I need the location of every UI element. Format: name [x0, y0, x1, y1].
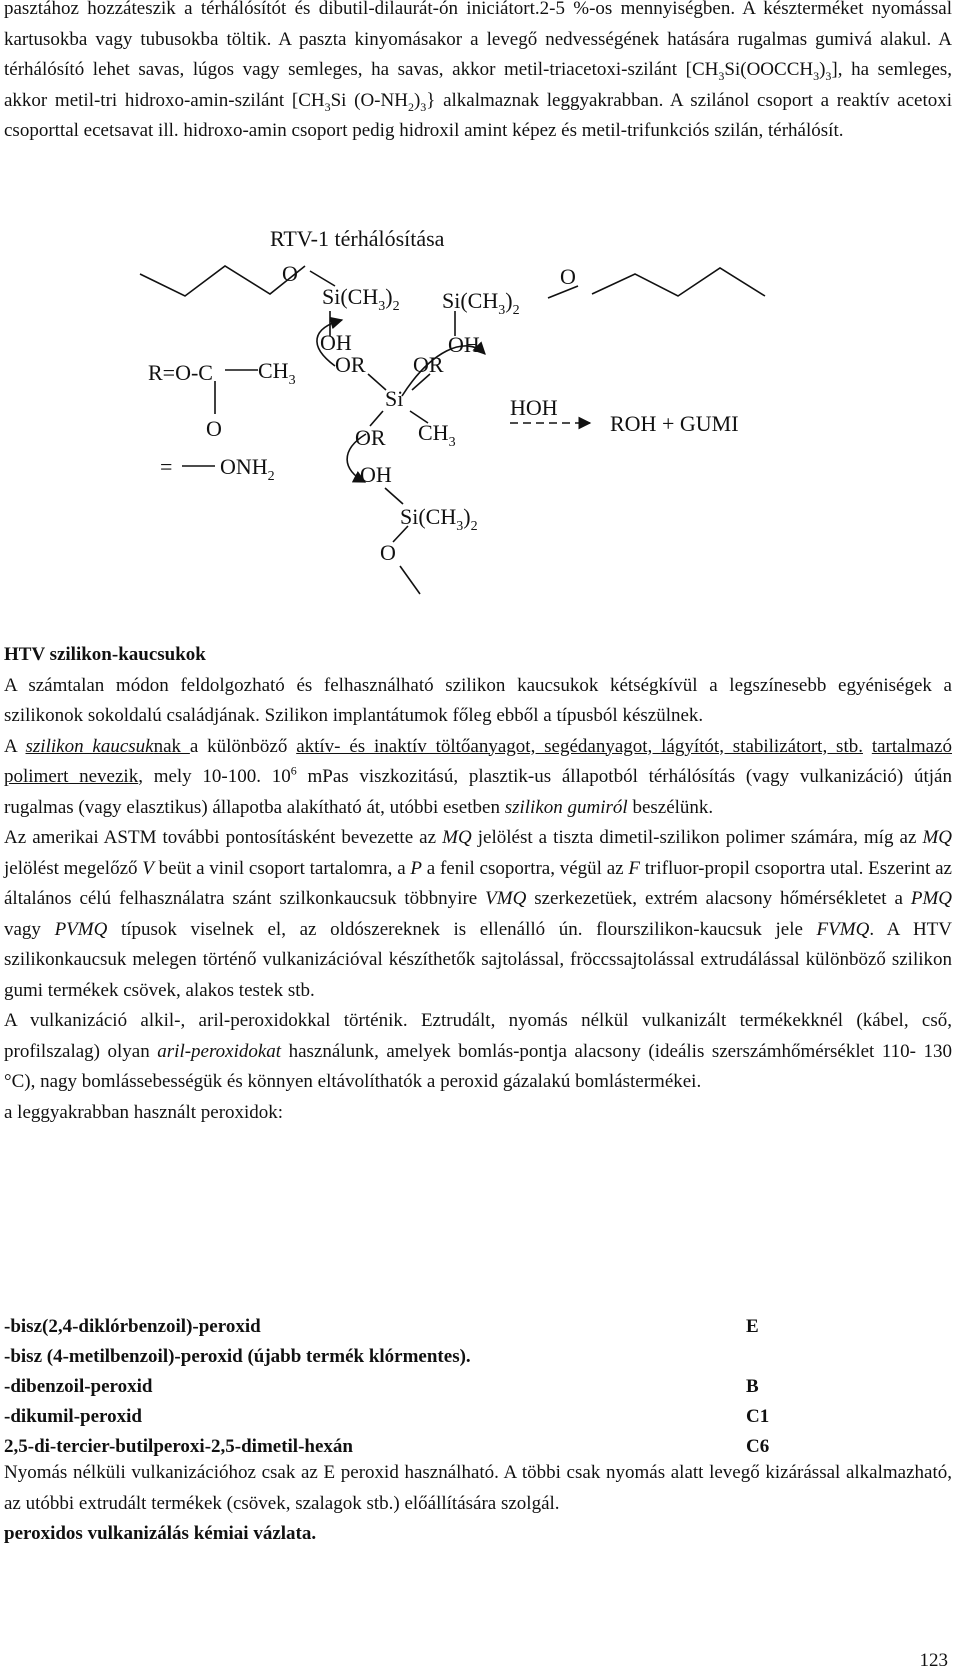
htv-paragraph-2: A szilikon kaucsuknak a különböző aktív- és inaktív töltőanyagot, segédanyagot, lágyítót, stabilizátort, stb. tartalmazó polimert nevezik, mely 10-100. $10^6$ mPas viszkozitású, plasztik-us állapotból térhálósítás (vagy vulkanizáció) útján rugalmas (vagy elasztikus) állapotba alakítható át, utóbbi esetben szilikon gumiról beszélünk.	[4, 735, 952, 818]
peroxide-name: -bisz (4-metilbenzoil)-peroxid (újabb termék klórmentes).	[4, 1346, 471, 1367]
water-label: HOH	[510, 395, 558, 420]
closing-paragraph: Nyomás nélküli vulkanizációhoz csak az E peroxid használható. A többi csak nyomás alatt levegő kizárással alkalmazható, az utóbbi extrudált termékek (csövek, szalagok stb.) előállítására szolgál.	[4, 1462, 952, 1514]
alkoxy-left: OR	[335, 352, 366, 377]
page-number: 123	[919, 1650, 948, 1671]
reagent-ch3: $CH_3$	[258, 358, 296, 388]
intro-text-3: , ha semleges, akkor metil-tri hidroxo-amin-szilánt	[4, 59, 953, 111]
si-ch3-2-top-right: $Si(CH_3)_2$	[442, 288, 520, 318]
formula-hydroxoamin: [$CH_3Si$ $(O-NH_2)_3$}	[291, 89, 436, 114]
htv-paragraph-3: Az amerikai ASTM további pontosításként bevezette az MQ jelölést a tiszta dimetil-szilikon polimer számára, míg az MQ jelölést megelőző V beüt a vinil csoport tartalomra, a P a fenil csoportra, végül az F trifluor-propil csoportra utal. Eszerint az általános célú felhasználatra szánt szilkonkaucsuk többnyire VMQ szerkezetüek, extrém alacsony hőmérsékletet a PMQ vagy PVMQ típusok viselnek el, az oldószereknek is ellenálló ún. flourszilikon-kaucsuk jele FVMQ. A HTV szilikonkaucsuk melegen történő vulkanizációval készíthetők sajtolással, fröccssajtolással extrudálással különböző szilikon gumi termékek csövek, alakos testek stb.	[4, 827, 952, 1001]
si-ch3-2-top-left: $Si(CH_3)_2$	[322, 284, 400, 314]
peroxide-code: C6	[746, 1436, 770, 1457]
intro-text-1: pasztához hozzáteszik a térhálósítót és dibutil-dilaurát-ón iniciátort.2-5 %-os mennyiségben. A készterméket nyomással kartusokba vagy tubusokba töltik. A paszta kinyomásakor a levegő nedvességének hatására rugalmas gumivá alakul.	[4, 0, 952, 50]
oxygen-bottom: O	[380, 540, 396, 565]
peroxide-name: -dibenzoil-peroxid	[4, 1376, 153, 1397]
peroxide-name: -dikumil-peroxid	[4, 1406, 142, 1427]
peroxide-row	[4, 1346, 952, 1376]
htv-heading: HTV szilikon-kaucsukok	[4, 644, 206, 665]
htv-paragraph-1: A számtalan módon feldolgozható és felhasználható szilikon kaucsukok kétségkívül a legszínesebb egyéniségek a szilikonok sokoldalú családjának. Szilikon implantátumok főleg ebből a típusból készülnek.	[4, 674, 952, 726]
htv-paragraph-4: A vulkanizáció alkil-, aril-peroxidokkal történik. Eztrudált, nyomás nélkül vulkanizált termékekknél (kábel, cső, profilszalag) olyan aril-peroxidokat használunk, amelyek bomlás-pontja alacsony (ideális szerszámhőmérséklet 110- 130 °C), nagy bomlássebességük és könnyen eltávolíthatók a peroxid gázalakú bomlástermékei.	[4, 1010, 952, 1092]
htv-paragraph-5: a leggyakrabban használt peroxidok:	[4, 1101, 284, 1123]
methyl-center: $CH_3$	[418, 420, 456, 450]
alkoxy-bottom: OR	[355, 425, 386, 450]
intro-paragraph	[4, 0, 952, 147]
peroxide-code: C1	[746, 1406, 770, 1427]
peroxide-code: B	[746, 1376, 759, 1397]
intro-text-4: alkalmaznak leggyakrabban. A szilánol csoport a reaktív acetoxi csoporttal ecetsavat ill. hidroxo-amin csoport pedig hidroxil amint képez és metil-trifunkciós szilán, térhálósít.	[4, 89, 952, 141]
peroxide-row	[4, 1406, 952, 1436]
oxygen-right-top: O	[560, 264, 576, 289]
left-chain-line	[140, 266, 305, 296]
right-chain-line	[592, 268, 765, 296]
htv-section	[4, 640, 952, 1128]
silicon-center: Si	[385, 386, 404, 411]
reagent-onh2: $ONH_2$	[220, 454, 275, 484]
rtv1-crosslinking-diagram	[130, 226, 850, 646]
alkoxy-right: OR	[413, 352, 444, 377]
reagent-r-o-c: R=O-C	[148, 360, 213, 385]
intro-text-2: A térhálósító lehet savas, lúgos vagy semleges, ha savas, akkor metil-triacetoxi-szilánt	[4, 28, 952, 80]
peroxide-name: -bisz(2,4-diklórbenzoil)-peroxid	[4, 1316, 261, 1337]
peroxide-row	[4, 1316, 952, 1346]
peroxide-code: E	[746, 1316, 759, 1337]
si-ch3-2-bottom: $Si(CH_3)_2$	[400, 504, 478, 534]
oxygen-left-top: O	[282, 261, 298, 286]
peroxide-row	[4, 1376, 952, 1406]
diagram-title: RTV-1 térhálósítása	[270, 226, 445, 251]
hydroxyl-right: OH	[448, 332, 480, 357]
closing-section	[4, 1458, 952, 1550]
product-label: ROH + GUMI	[610, 411, 739, 436]
formula-triacetoxy: $[CH_3Si(OOCCH_3)_3]$	[685, 59, 838, 83]
reagent-double-bond: =	[160, 454, 173, 479]
hydroxyl-left: OH	[320, 330, 352, 355]
peroxide-name: 2,5-di-tercier-butilperoxi-2,5-dimetil-hexán	[4, 1436, 353, 1457]
closing-heading: peroxidos vulkanizálás kémiai vázlata.	[4, 1523, 317, 1544]
reagent-oxygen: O	[206, 416, 222, 441]
hydroxyl-bottom: OH	[360, 462, 392, 487]
